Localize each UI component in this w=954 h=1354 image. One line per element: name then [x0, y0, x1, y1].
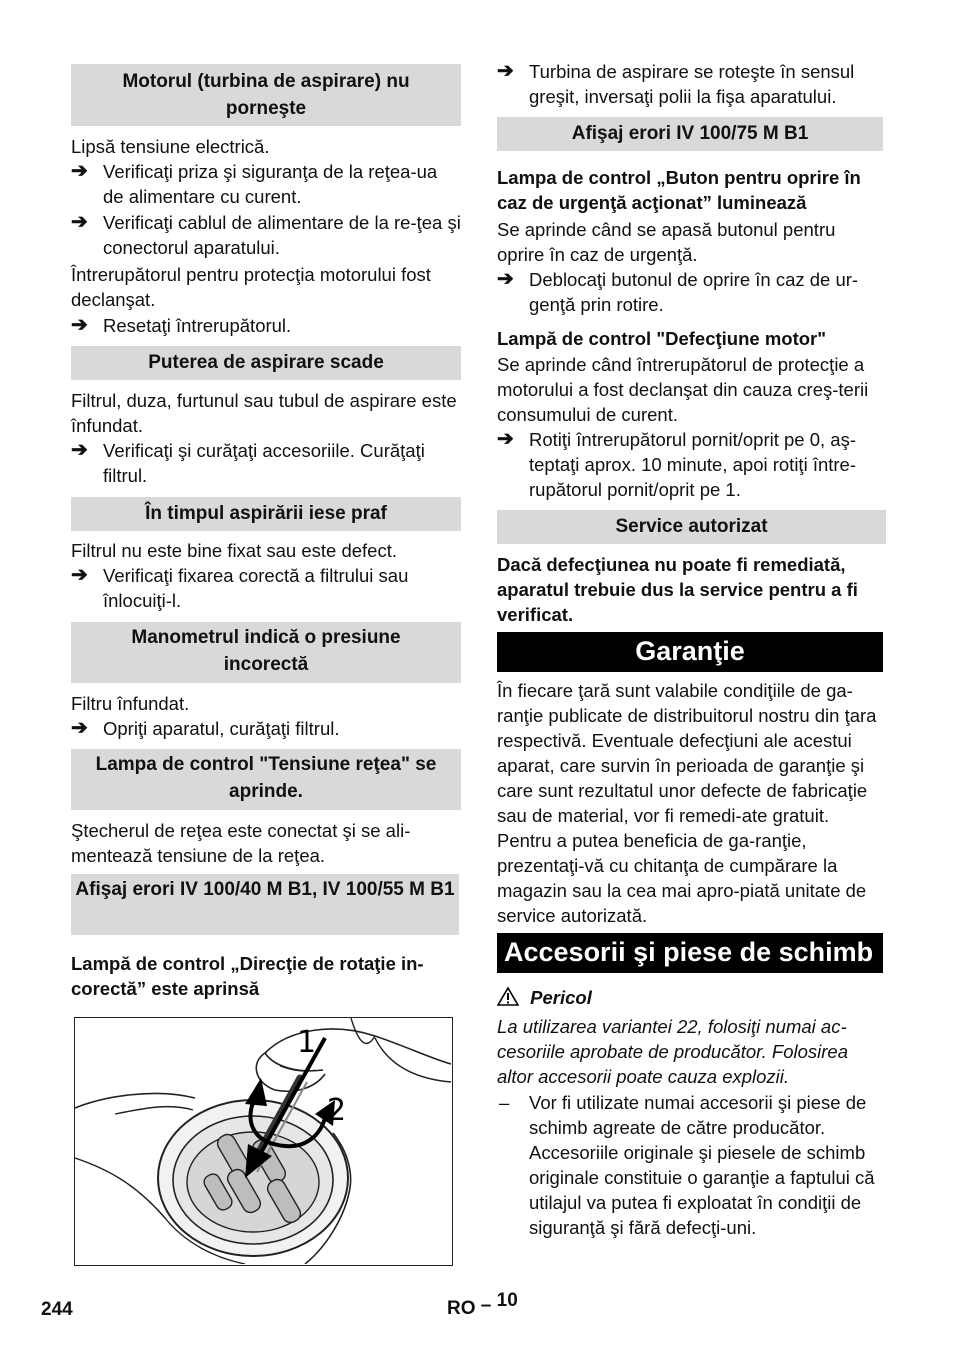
bullet-item: ➔ Verificaţi cablul de alimentare de la re-ţea şi conectorul aparatului. — [71, 211, 461, 258]
paragraph-lamp-rotation: Lampă de control „Direcţie de rotaţie in-corectă” este aprinsă — [71, 953, 424, 999]
section-header-dust: În timpul aspirării iese praf — [71, 497, 461, 531]
arrow-icon: ➔ — [71, 211, 88, 233]
paragraph: Întrerupătorul pentru protecţia motorului fost declanşat. — [71, 264, 431, 310]
bullet-item: ➔ Verificaţi priza şi siguranţa de la reţea-ua de alimentare cu curent. — [71, 160, 438, 207]
arrow-icon: ➔ — [71, 160, 88, 182]
paragraph: Filtrul nu este bine fixat sau este defect. — [71, 540, 397, 561]
page-language-marker: RO – 10 — [447, 1290, 518, 1319]
paragraph-lamp-motor-fault: Lampă de control "Defecţiune motor" — [497, 328, 826, 349]
section-header-errors-iv100-75: Afişaj erori IV 100/75 M B1 — [497, 117, 883, 151]
bullet-item: ➔ Verificaţi şi curăţaţi accesoriile. Curăţaţi filtrul. — [71, 439, 425, 486]
arrow-icon: ➔ — [497, 268, 514, 290]
section-header-errors-iv100-40: Afişaj erori IV 100/40 M B1, IV 100/55 M B1 — [71, 874, 459, 935]
paragraph-lamp-emergency: Lampa de control „Buton pentru oprire în caz de urgenţă acţionat” luminează — [497, 167, 861, 213]
section-header-manometer: Manometrul indică o presiune incorectă — [71, 622, 461, 683]
arrow-icon: ➔ — [71, 439, 88, 461]
warning-triangle-icon — [497, 987, 519, 1006]
warning-heading: Pericol — [497, 985, 697, 1010]
section-header-voltage-lamp: Lampa de control "Tensiune reţea" se aprinde. — [71, 749, 461, 810]
paragraph-warranty: În fiecare ţară sunt valabile condiţiile de ga-ranţie publicate de distribuitorul nostru din ţara respectivă. Eventuale defecţiuni ale acestui aparat, care survin în perioada de garanţie şi care sunt rezultatul unor defecte de fabricaţie sau de material, vor fi remedi-ate gratuit. Pentru a putea beneficia de ga-ranţie, prezentaţi-vă cu chitanţa de cumpărare la magazin sau la cea mai apro-piată unitate de service autorizată. — [497, 680, 877, 926]
figure-label-1: 1 — [297, 1025, 317, 1060]
paragraph-danger: La utilizarea variantei 22, folosiţi numai ac-cesoriile aprobate de producător. Folosirea altor accesorii poate cauza explozii. — [497, 1016, 849, 1087]
plug-illustration-svg — [75, 1018, 451, 1264]
chapter-header-warranty: Garanţie — [497, 632, 883, 672]
bullet-item: ➔ Verificaţi fixarea corectă a filtrului sau înlocuiţi-l. — [71, 564, 409, 611]
paragraph: Se aprinde când întrerupătorul de protecţie a motorului a fost declanşat din cauza creş-terii consumului de curent. — [497, 354, 869, 425]
bullet-item: ➔ Rotiţi întrerupătorul pornit/oprit pe 0, aş-teptaţi aprox. 10 minute, apoi rotiţi între-rupătorul pornit/oprit pe 1. — [497, 428, 857, 500]
bullet-item: ➔ Turbina de aspirare se roteşte în sensul greşit, inversaţi polii la fişa aparatului. — [497, 60, 855, 107]
arrow-icon: ➔ — [71, 314, 88, 336]
section-header-service: Service autorizat — [497, 510, 886, 544]
paragraph: Filtru înfundat. — [71, 693, 190, 714]
chapter-header-accessories: Accesorii şi piese de schimb — [497, 933, 883, 973]
paragraph: Lipsă tensiune electrică. — [71, 136, 270, 157]
illustration-plug-rotation — [74, 1017, 453, 1266]
section-header-motor: Motorul (turbina de aspirare) nu porneşte — [71, 64, 461, 126]
arrow-icon: ➔ — [497, 60, 514, 82]
paragraph-service-note: Dacă defecţiunea nu poate fi remediată, aparatul trebuie dus la service pentru a fi verificat. — [497, 554, 858, 625]
paragraph: Ştecherul de reţea este conectat şi se ali-mentează tensiune de la reţea. — [71, 820, 411, 866]
arrow-icon: ➔ — [71, 564, 88, 586]
section-header-suction: Puterea de aspirare scade — [71, 346, 461, 380]
paragraph: Filtrul, duza, furtunul sau tubul de aspirare este înfundat. — [71, 390, 457, 436]
arrow-icon: ➔ — [71, 717, 88, 739]
bullet-item: ➔ Deblocaţi butonul de oprire în caz de ur-genţă prin rotire. — [497, 268, 859, 315]
bullet-item: ➔ Opriţi aparatul, curăţaţi filtrul. — [71, 717, 340, 739]
page-number: 244 — [41, 1299, 73, 1320]
dash-marker: – — [499, 1092, 510, 1113]
paragraph: Se aprinde când se apasă butonul pentru oprire în caz de urgenţă. — [497, 219, 836, 265]
dash-item: – Vor fi utilizate numai accesorii şi piese de schimb agreate de către producător. Accesoriile originale şi piesele de schimb originale constituie o garanţie a faptului că utilajul va putea fi exploatat în condiţii de siguranţă şi fără defecţi-uni. — [499, 1092, 875, 1238]
arrow-icon: ➔ — [497, 428, 514, 450]
bullet-item: ➔ Resetaţi întrerupătorul. — [71, 314, 292, 336]
figure-label-2: 2 — [327, 1093, 347, 1128]
